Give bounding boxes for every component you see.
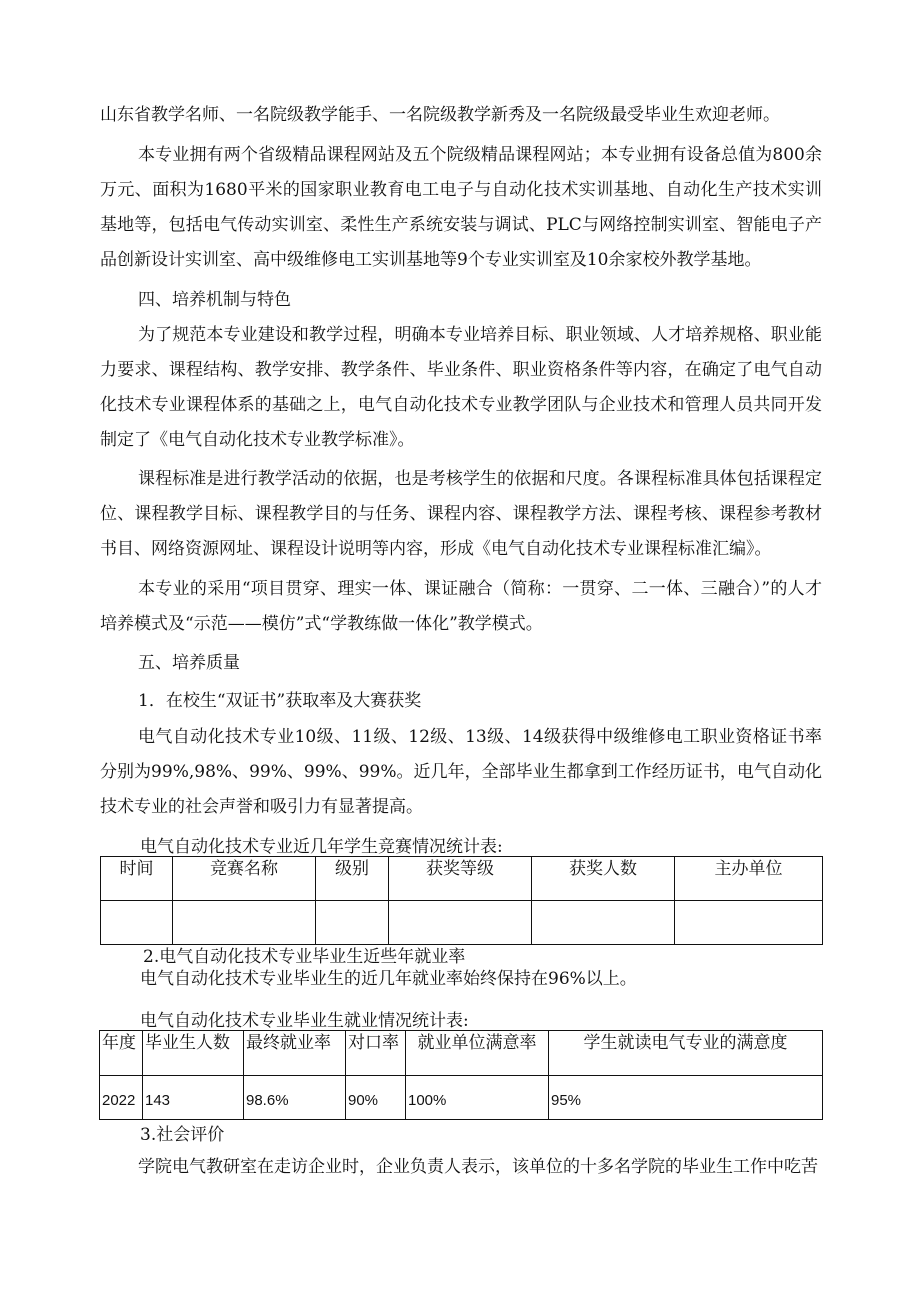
table-header-row [101, 857, 823, 901]
table-header-cell: 主办单位 [675, 857, 823, 901]
competition-table [100, 856, 823, 945]
paragraph-standards: 为了规范本专业建设和教学过程，明确本专业培养目标、职业领域、人才培养规格、职业能力要求、课程结构、教学安排、教学条件、毕业条件、职业资格条件等内容，在确定了电气自动化技术专业课程体系的基础之上，电气自动化技术专业教学团队与企业技术和管理人员共同开发制定了《电气自动化技术专业教学标准》。 [100, 325, 822, 450]
paragraph-teachers: 山东省教学名师、一名院级教学能手、一名院级教学新秀及一名院级最受毕业生欢迎老师。 [100, 105, 780, 125]
table-cell-year: 2022 [100, 1076, 143, 1120]
paragraph-training-mode: 本专业的采用“项目贯穿、理实一体、课证融合（简称：一贯穿、二一体、三融合）”的人才培养模式及“示范——模仿”式“学教练做一体化”教学模式。 [100, 579, 822, 634]
table-cell [101, 901, 173, 945]
table-cell-final-rate: 98.6% [244, 1076, 346, 1120]
table-header-cell: 学生就读电气专业的满意度 [549, 1031, 823, 1076]
table-row [101, 901, 823, 945]
table-cell-graduates: 143 [143, 1076, 244, 1120]
subsection-heading-1: 1．在校生“双证书”获取率及大赛获奖 [138, 691, 422, 711]
paragraph-certificates: 电气自动化技术专业10级、11级、12级、13级、14级获得中级维修电工职业资格证书率分别为99%,98%、99%、99%、99%。近几年，全部毕业生都拿到工作经历证书，电气自动化技术专业的社会声誉和吸引力有显著提高。 [100, 727, 822, 817]
table-cell-student-satisfaction: 95% [549, 1076, 823, 1120]
table-header-row [100, 1031, 823, 1076]
paragraph-social-evaluation: 学院电气教研室在走访企业时，企业负责人表示，该单位的十多名学院的毕业生工作中吃苦 [138, 1157, 818, 1177]
subsection-heading-3: 3.社会评价 [140, 1125, 225, 1145]
table-header-cell: 毕业生人数 [143, 1031, 244, 1076]
table-header-cell: 获奖等级 [389, 857, 532, 901]
table-cell [173, 901, 316, 945]
table-header-cell: 最终就业率 [244, 1031, 346, 1076]
table-header-cell: 年度 [100, 1031, 143, 1076]
table-cell-match-rate: 90% [346, 1076, 406, 1120]
section-heading-5: 五、培养质量 [138, 653, 240, 673]
table-cell [675, 901, 823, 945]
table-cell-employer-satisfaction: 100% [406, 1076, 549, 1120]
subsection-heading-2: 2.电气自动化技术专业毕业生近些年就业率 [143, 947, 466, 967]
table-header-cell: 级别 [316, 857, 389, 901]
table-header-cell: 对口率 [346, 1031, 406, 1076]
paragraph-course-standards: 课程标准是进行教学活动的依据，也是考核学生的依据和尺度。各课程标准具体包括课程定位、课程教学目标、课程教学目的与任务、课程内容、课程教学方法、课程考核、课程参考教材书目、网络资源网址、课程设计说明等内容，形成《电气自动化技术专业课程标准汇编》。 [100, 469, 822, 559]
employment-table [99, 1030, 823, 1120]
table-header-cell: 就业单位满意率 [406, 1031, 549, 1076]
table-cell [532, 901, 675, 945]
table-cell [389, 901, 532, 945]
table-header-cell: 获奖人数 [532, 857, 675, 901]
paragraph-employment-rate: 电气自动化技术专业毕业生的近几年就业率始终保持在96%以上。 [140, 969, 637, 989]
table-header-cell: 竞赛名称 [173, 857, 316, 901]
table-cell [316, 901, 389, 945]
table-caption-employment: 电气自动化技术专业毕业生就业情况统计表: [140, 1011, 469, 1031]
paragraph-facilities: 本专业拥有两个省级精品课程网站及五个院级精品课程网站；本专业拥有设备总值为800余万元、面积为1680平米的国家职业教育电工电子与自动化技术实训基地、自动化生产技术实训基地等，包括电气传动实训室、柔性生产系统安装与调试、PLC与网络控制实训室、智能电子产品创新设计实训室、高中级维修电工实训基地等9个专业实训室及10余家校外教学基地。 [100, 145, 822, 270]
table-header-cell: 时间 [101, 857, 173, 901]
table-row [100, 1076, 823, 1120]
section-heading-4: 四、培养机制与特色 [138, 290, 291, 310]
table-caption-competition: 电气自动化技术专业近几年学生竞赛情况统计表: [140, 837, 503, 857]
